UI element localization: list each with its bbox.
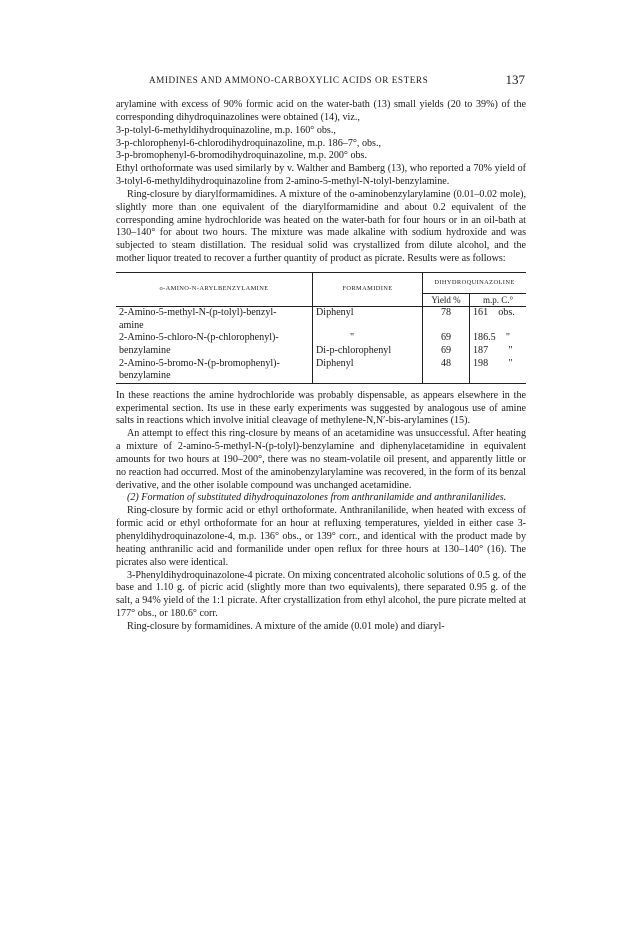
mp-value: 198	[473, 357, 489, 369]
compound-line: 3-p-chlorophenyl-6-chlorodihydroquinazoline, m.p. 186–7°, obs.,	[116, 137, 382, 149]
results-table-wrapper	[116, 272, 526, 384]
formamidine-value: Diphenyl	[316, 307, 354, 319]
paragraph	[116, 189, 526, 266]
col-header-yield: Yield %	[423, 293, 470, 307]
amine-line: 2-Amino-5-bromo-N-(p-bromophenyl)-	[119, 357, 280, 369]
amine-line: benzylamine	[119, 344, 171, 356]
mp-note: "	[508, 357, 513, 369]
paragraph-text: Anthranilanilide, when heated with excess of formic acid or ethyl orthoformate for an hour at refluxing temperatures, yielded in either case 3-phenyldihydroquinazolone-4, m.p. 136° obs., or 139° corr., and identical with the product made by heating anthranilic acid and formanilide under open reflux for three hours at 130–140° (16). The picrates also were identical.	[116, 505, 526, 568]
formamidine-value: Di-p-chlorophenyl	[316, 344, 392, 356]
cell-yield	[423, 332, 470, 357]
cell-amine	[116, 307, 313, 333]
amine-line: 2-Amino-5-chloro-N-(p-chlorophenyl)-	[119, 332, 279, 344]
table-row	[116, 307, 526, 333]
body-text	[116, 99, 526, 634]
cell-amine	[116, 358, 313, 384]
cell-yield	[423, 358, 470, 384]
paragraph	[116, 505, 526, 569]
cell-mp	[470, 307, 527, 333]
paragraph: In these reactions the amine hydrochloride was probably dispensable, as appears elsewhere in the experimental section. Its use in these early experiments was suggested by analogous use of amine salts in reactions which involve initial cleavage of methylene-N,N′-bis-arylamines (15).	[116, 389, 526, 427]
results-table	[116, 272, 526, 384]
yield-value: 48	[440, 357, 452, 369]
cell-formamidine	[313, 358, 423, 384]
amine-line: 2-Amino-5-methyl-N-(p-tolyl)-benzyl-	[119, 307, 277, 319]
paragraph: 3-Phenyldihydroquinazolone-4 picrate. On mixing concentrated alcoholic solutions of 0.5 g. of the base and 1.10 g. of picric acid (slightly more than two equivalents), there separated 0.95 g. of the salt, a 94% yield of the 1:1 picrate. After crystallization from ethyl alcohol, the pure picrate melted at 177° obs., or 180.6° corr.	[116, 569, 526, 620]
yield-value: 78	[440, 307, 452, 319]
run-in-heading: Ring-closure by formic acid or ethyl orthoformate.	[127, 505, 337, 517]
compound-line: 3-p-tolyl-6-methyldihydroquinazoline, m.p. 160° obs.,	[116, 124, 336, 136]
mp-value: 161	[473, 307, 489, 319]
yield-value: 69	[440, 332, 452, 344]
paragraph: Ethyl orthoformate was used similarly by v. Walther and Bamberg (13), who reported a 70% yield of 3-tolyl-6-methyldihydroquinazoline from 2-amino-5-methyl-N-tolyl-benzylamine.	[116, 163, 526, 188]
formamidine-value: Diphenyl	[316, 357, 354, 369]
paragraph-text: A mixture of the amide (0.01 mole) and diaryl-	[254, 620, 445, 632]
paragraph	[116, 621, 526, 634]
cell-formamidine	[313, 307, 423, 333]
cell-yield	[423, 307, 470, 333]
amine-line: benzylamine	[119, 370, 171, 382]
col-header-mp: m.p. C.°	[470, 293, 527, 307]
compound-line: 3-p-bromophenyl-6-bromodihydroquinazoline, m.p. 200° obs.	[116, 150, 368, 162]
ditto-mark: "	[350, 332, 355, 344]
yield-value: 69	[440, 344, 452, 356]
cell-formamidine	[313, 332, 423, 357]
mp-note: "	[508, 344, 513, 356]
paragraph: An attempt to effect this ring-closure by means of an acetamidine was unsuccessful. After heating a mixture of 2-amino-5-methyl-N-(p-tolyl)-benzylamine and diphenylacetamidine in equivalent amounts for two hours at 190–200°, there was no steam-volatile oil present, and apparently little or no reaction had occurred. Most of the aminobenzylarylamine was recovered, in the form of its benzal derivative, and the other isolable compound was unchanged acetamidine.	[116, 428, 526, 491]
mp-value: 187	[473, 344, 489, 356]
col-header-formamidine: FORMAMIDINE	[313, 272, 423, 306]
run-in-heading: Ring-closure by formamidines.	[127, 620, 253, 632]
section-heading: (2) Formation of substituted dihydroquinazolones from anthranilamide and anthranilanilides.	[127, 492, 507, 504]
run-in-heading: Ring-closure by diarylformamidines.	[127, 188, 278, 200]
col-header-dihydroquinazoline: DIHYDROQUINAZOLINE	[423, 272, 527, 293]
running-head: AMIDINES AND AMMONO-CARBOXYLIC ACIDS OR ESTERS	[149, 75, 429, 85]
paragraph: arylamine with excess of 90% formic acid on the water-bath (13) small yields (20 to 39%) of the corresponding dihydroquinazolines were obtained (14), viz.,	[116, 99, 526, 123]
cell-mp	[470, 358, 527, 384]
page-number: 137	[505, 72, 525, 87]
table-row	[116, 332, 526, 357]
cell-mp	[470, 332, 527, 357]
paragraph-text: A mixture of the o-aminobenzylarylamine (0.01–0.02 mole), slightly more than one equivalent of the diarylformamidine and about 0.2 equivalent of the corresponding amine hydrochloride was heated on the water-bath for four hours or in an oil-bath at 130–140° for about two hours. The mixture was made alkaline with sodium hydroxide and was subjected to steam distillation. The residual solid was crystallized from dilute alcohol, and the mother liquor treated to recover a further quantity of product as picrate. Results were as follows:	[116, 188, 526, 265]
cell-amine	[116, 332, 313, 357]
table-row	[116, 358, 526, 384]
mp-value: 186.5	[473, 332, 496, 344]
page-header	[113, 72, 525, 90]
mp-note: "	[505, 332, 510, 344]
col-header-amine: o-AMINO-N-ARYLBENZYLAMINE	[116, 272, 313, 306]
mp-note: obs.	[498, 307, 515, 319]
amine-line: amine	[119, 319, 144, 331]
